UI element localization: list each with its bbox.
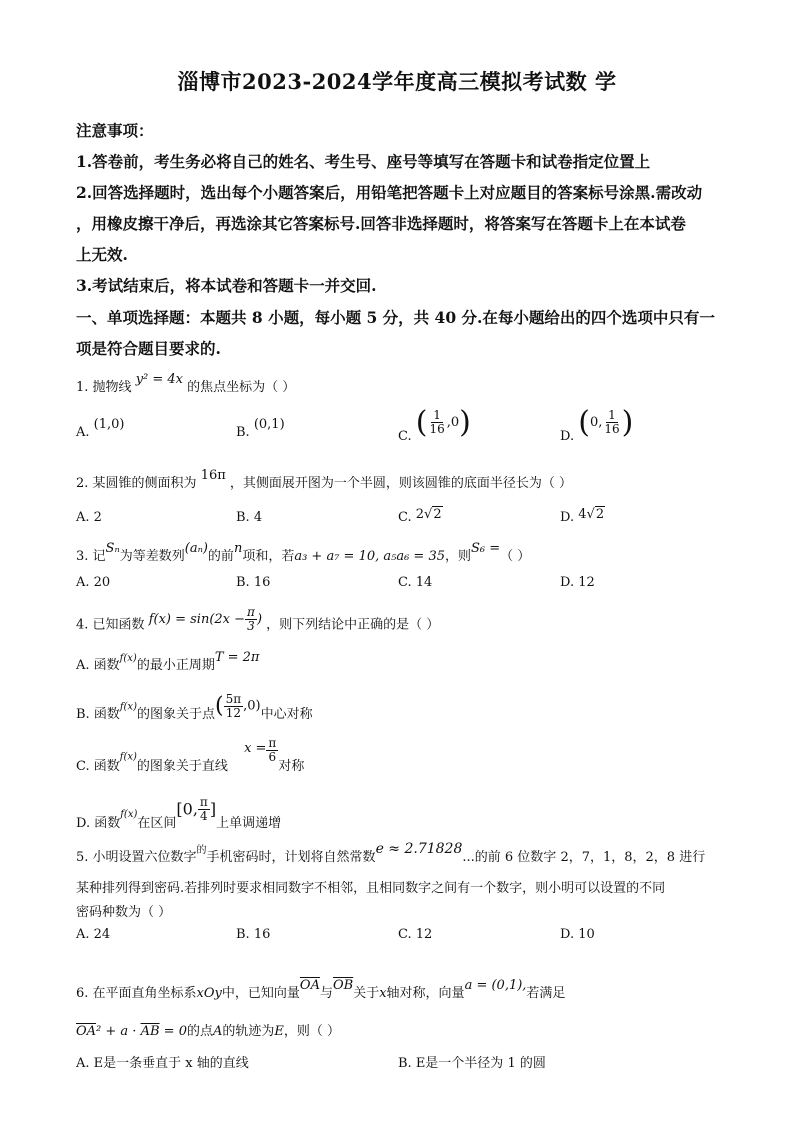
q4-option-c: C. 函数f(x)的图象关于直线 x = $\frac{\pi}{6}$ 对称 [76,736,305,774]
q6-option-b: B. E是一个半径为 1 的圆 [398,1056,546,1071]
q5-option-b: B. 16 [236,927,271,942]
q2-option-d: D. 4√2 [560,507,605,525]
q6-vector-a: a = (0,1), [464,978,527,993]
q1-option-a [76,417,125,440]
q1-a-value: (1,0) [93,417,125,432]
section-1-line-1: 一、单项选择题：本题共 8 小题，每小题 5 分，共 40 分.在每小题给出的四个选项中只有一 [76,308,715,327]
q4-option-b: B. 函数f(x)的图象关于点( $\frac{5\pi}{12}$ ,0)中心对称 [76,692,313,722]
notes-item-2-line-2: ，用橡皮擦干净后，再选涂其它答案标号.回答非选择题时，将答案写在答题卡上在本试卷 [76,214,686,233]
q3-option-c: C. 14 [398,575,433,590]
q1-c-fraction: $\frac{1}{16}$ [429,408,445,436]
q6-vector-oa: $\overline{OA}$ [299,978,320,993]
q1-b-label: B. [236,425,250,440]
question-6-line-1: 6. 在平面直角坐标系xOy中，已知向量$\overline{OA}$与$\overline{OB}$关于x轴对称，向量a = (0,1),若满足 [76,978,566,1001]
question-6-line-2: $\overline{OA}^2 + a \cdot \overline{AB} = 0$的点A的轨迹为E，则（ ） [76,1024,341,1039]
q1-b-value: (0,1) [253,417,285,432]
q2-option-a: A. 2 [76,510,102,525]
q1-option-d: D. (0, $\frac{1}{16}$ ) [560,405,634,444]
q1-d-label: D. [560,429,575,444]
q1-suffix: 的焦点坐标为（ ） [187,380,296,395]
notes-item-1: 1.答卷前，考生务必将自己的姓名、考生号、座号等填写在答题卡和试卷指定位置上 [76,152,651,171]
q3-condition: a₃ + a₇ = 10, a₅a₆ = 35 [294,549,445,564]
q1-c-label: C. [398,429,412,444]
question-5-line-2: 某种排列得到密码.若排列时要求相同数字不相邻，且相同数字之间有一个数字，则小明可以设置的不同 [76,881,666,896]
notes-item-3: 3.考试结束后，将本试卷和答题卡一并交回. [76,276,377,295]
q5-option-a: A. 24 [76,927,111,942]
notes-item-2-line-1: 2.回答选择题时，选出每个小题答案后，用铅笔把答题卡上对应题目的答案标号涂黑.需改动 [76,183,703,202]
q3-sn: Sₙ [105,541,120,556]
q1-a-label: A. [76,425,90,440]
q4-option-a: A. 函数$^{f(x)}$的最小正周期T = 2π [76,650,260,673]
q3-s6: S₆ = [471,541,501,556]
notes-item-2-line-3: 上无效. [76,245,128,264]
question-5-line-1: 5. 小明设置六位数字$^的$手机密码时，计划将自然常数e ≈ 2.71828...的前 6 位数字 2，7，1，8，2，8 进行 [76,841,706,865]
q3-option-a: A. 20 [76,575,111,590]
page-title: 淄博市2023-2024学年度高三模拟考试数 学 [177,69,617,94]
q4-function: f(x) = sin(2x − $\frac{\pi}{3}$ ) [148,605,263,633]
question-2-stem [76,468,573,491]
q1-d-fraction: $\frac{1}{16}$ [604,408,620,436]
q2-option-c: C. 2√2 [398,507,442,525]
section-1-line-2: 项是符合题目要求的. [76,339,221,358]
q6-option-a: A. E是一条垂直于 x 轴的直线 [76,1056,249,1071]
q5-option-d: D. 10 [560,927,595,942]
q2-option-b: B. 4 [236,510,263,525]
q2-prefix: 2. 某圆锥的侧面积为 [76,476,197,491]
q3-option-d: D. 12 [560,575,595,590]
q5-option-c: C. 12 [398,927,433,942]
q1-prefix: 1. 抛物线 [76,380,132,395]
q1-option-b [236,417,285,440]
q6-vector-ob: $\overline{OB}$ [332,978,354,993]
q3-option-b: B. 16 [236,575,271,590]
question-3-stem: 3. 记Sₙ为等差数列(aₙ)的前n项和，若a₃ + a₇ = 10, a₅a₆ = 35，则S₆ =（ ） [76,541,531,564]
q4-option-d: D. 函数$_{f(x)}$在区间[0, $\frac{\pi}{4}$ ]上单调递增 [76,795,282,831]
notes-heading: 注意事项： [76,121,154,140]
q1-option-c: C. ( $\frac{1}{16}$ ,0) [398,405,471,444]
q2-suffix: ，其侧面展开图为一个半圆，则该圆锥的底面半径长为（ ） [229,476,573,491]
q3-an: (aₙ) [184,541,208,556]
question-1-stem [76,372,296,395]
question-4-stem: 4. 已知函数 f(x) = sin(2x − $\frac{\pi}{3}$ ) ，则下列结论中正确的是（ ） [76,605,440,633]
q2-expr: 16π [200,468,226,483]
q2-d-radicand: 2 [595,507,605,522]
q2-c-radicand: 2 [433,507,442,522]
q5-e-value: e ≈ 2.71828 [375,841,463,857]
question-5-line-3: 密码种数为（ ） [76,905,172,920]
q1-expr: y² = 4x [135,372,184,387]
